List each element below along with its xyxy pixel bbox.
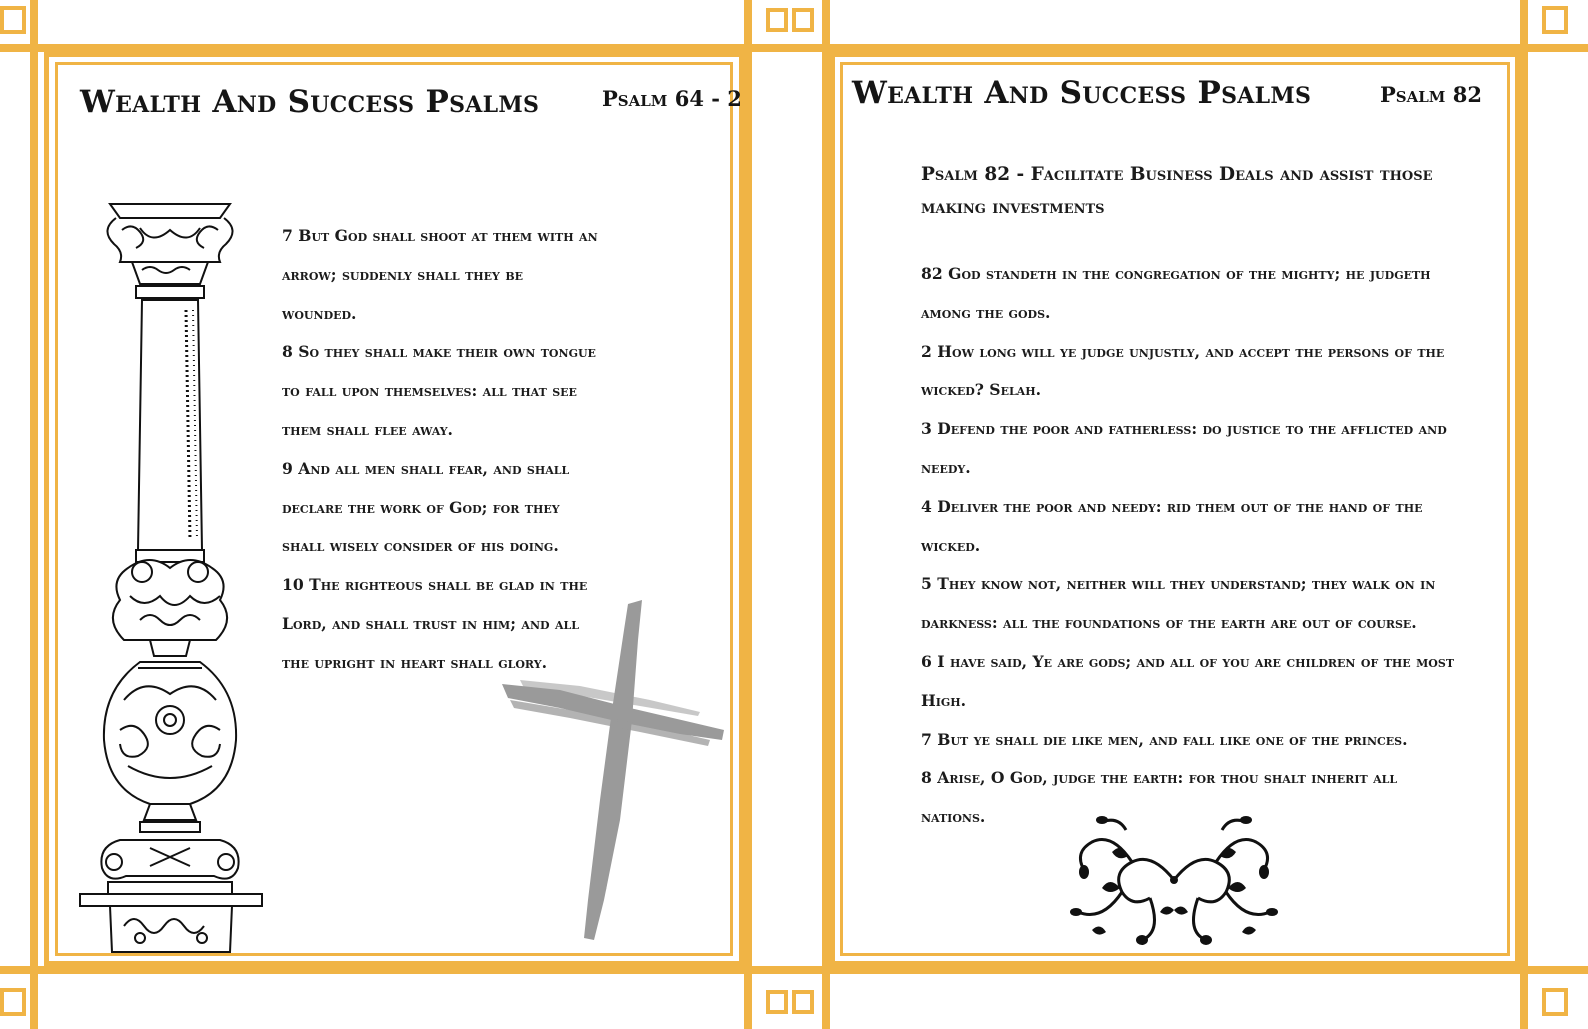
right-edge-band: [1520, 0, 1528, 1029]
top-border-band: [0, 44, 1588, 52]
spine-band-left: [744, 0, 752, 1029]
verse: 3 Defend the poor and fatherless: do justice to the afflicted and needy.: [921, 419, 1447, 477]
verse: 6 I have said, Ye are gods; and all of you are children of the most High.: [921, 651, 1455, 710]
verse: 2 How long will ye judge unjustly, and accept the persons of the wicked? Selah.: [921, 341, 1445, 400]
verse: 82 God standeth in the congregation of the mighty; he judgeth among the gods.: [921, 264, 1431, 322]
ornate-column-icon: [80, 200, 270, 952]
page-title: Wealth And Success Psalms: [852, 75, 1312, 111]
spine-band-right: [822, 0, 830, 1029]
verse: 8 So they shall make their own tongue to fall upon themselves: all that see them shall flee away.: [282, 342, 596, 439]
corner-square: [766, 8, 788, 32]
verse: 5 They know not, neither will they understand; they walk on in darkness: all the foundations of the earth are out of course.: [921, 574, 1436, 633]
psalm-reference: Psalm 82: [1380, 82, 1482, 107]
verse: 4 Deliver the poor and needy: rid them out of the hand of the wicked.: [921, 496, 1423, 555]
psalm-reference: Psalm 64 - 2: [602, 86, 742, 111]
cross-icon: [500, 600, 726, 942]
verse: 10 The righteous shall be glad in the Lord, and shall trust in him; and all the upright in heart shall glory.: [282, 575, 588, 672]
verse: 7 But ye shall die like men, and fall like one of the princes.: [921, 729, 1408, 749]
verse: 9 And all men shall fear, and shall declare the work of God; for they shall wisely consider of his doing.: [282, 458, 570, 556]
verse: 7 But God shall shoot at them with an arrow; suddenly shall they be wounded.: [282, 226, 598, 323]
verse: 8 Arise, O God, judge the earth: for thou shalt inherit all nations.: [921, 768, 1398, 827]
corner-square: [792, 990, 814, 1014]
corner-square: [1542, 988, 1568, 1016]
corner-square: [766, 990, 788, 1014]
bottom-border-band: [0, 966, 1588, 974]
corner-square: [0, 6, 26, 34]
page-title: Wealth And Success Psalms: [80, 84, 540, 120]
psalm-subheading: Psalm 82 - Facilitate Business Deals and assist those making investments: [921, 164, 1433, 218]
corner-square: [792, 8, 814, 32]
left-edge-band: [30, 0, 38, 1029]
verse-list: [921, 255, 1461, 837]
corner-square: [0, 988, 26, 1016]
corner-square: [1542, 6, 1568, 34]
floral-ornament-icon: [1062, 812, 1286, 948]
